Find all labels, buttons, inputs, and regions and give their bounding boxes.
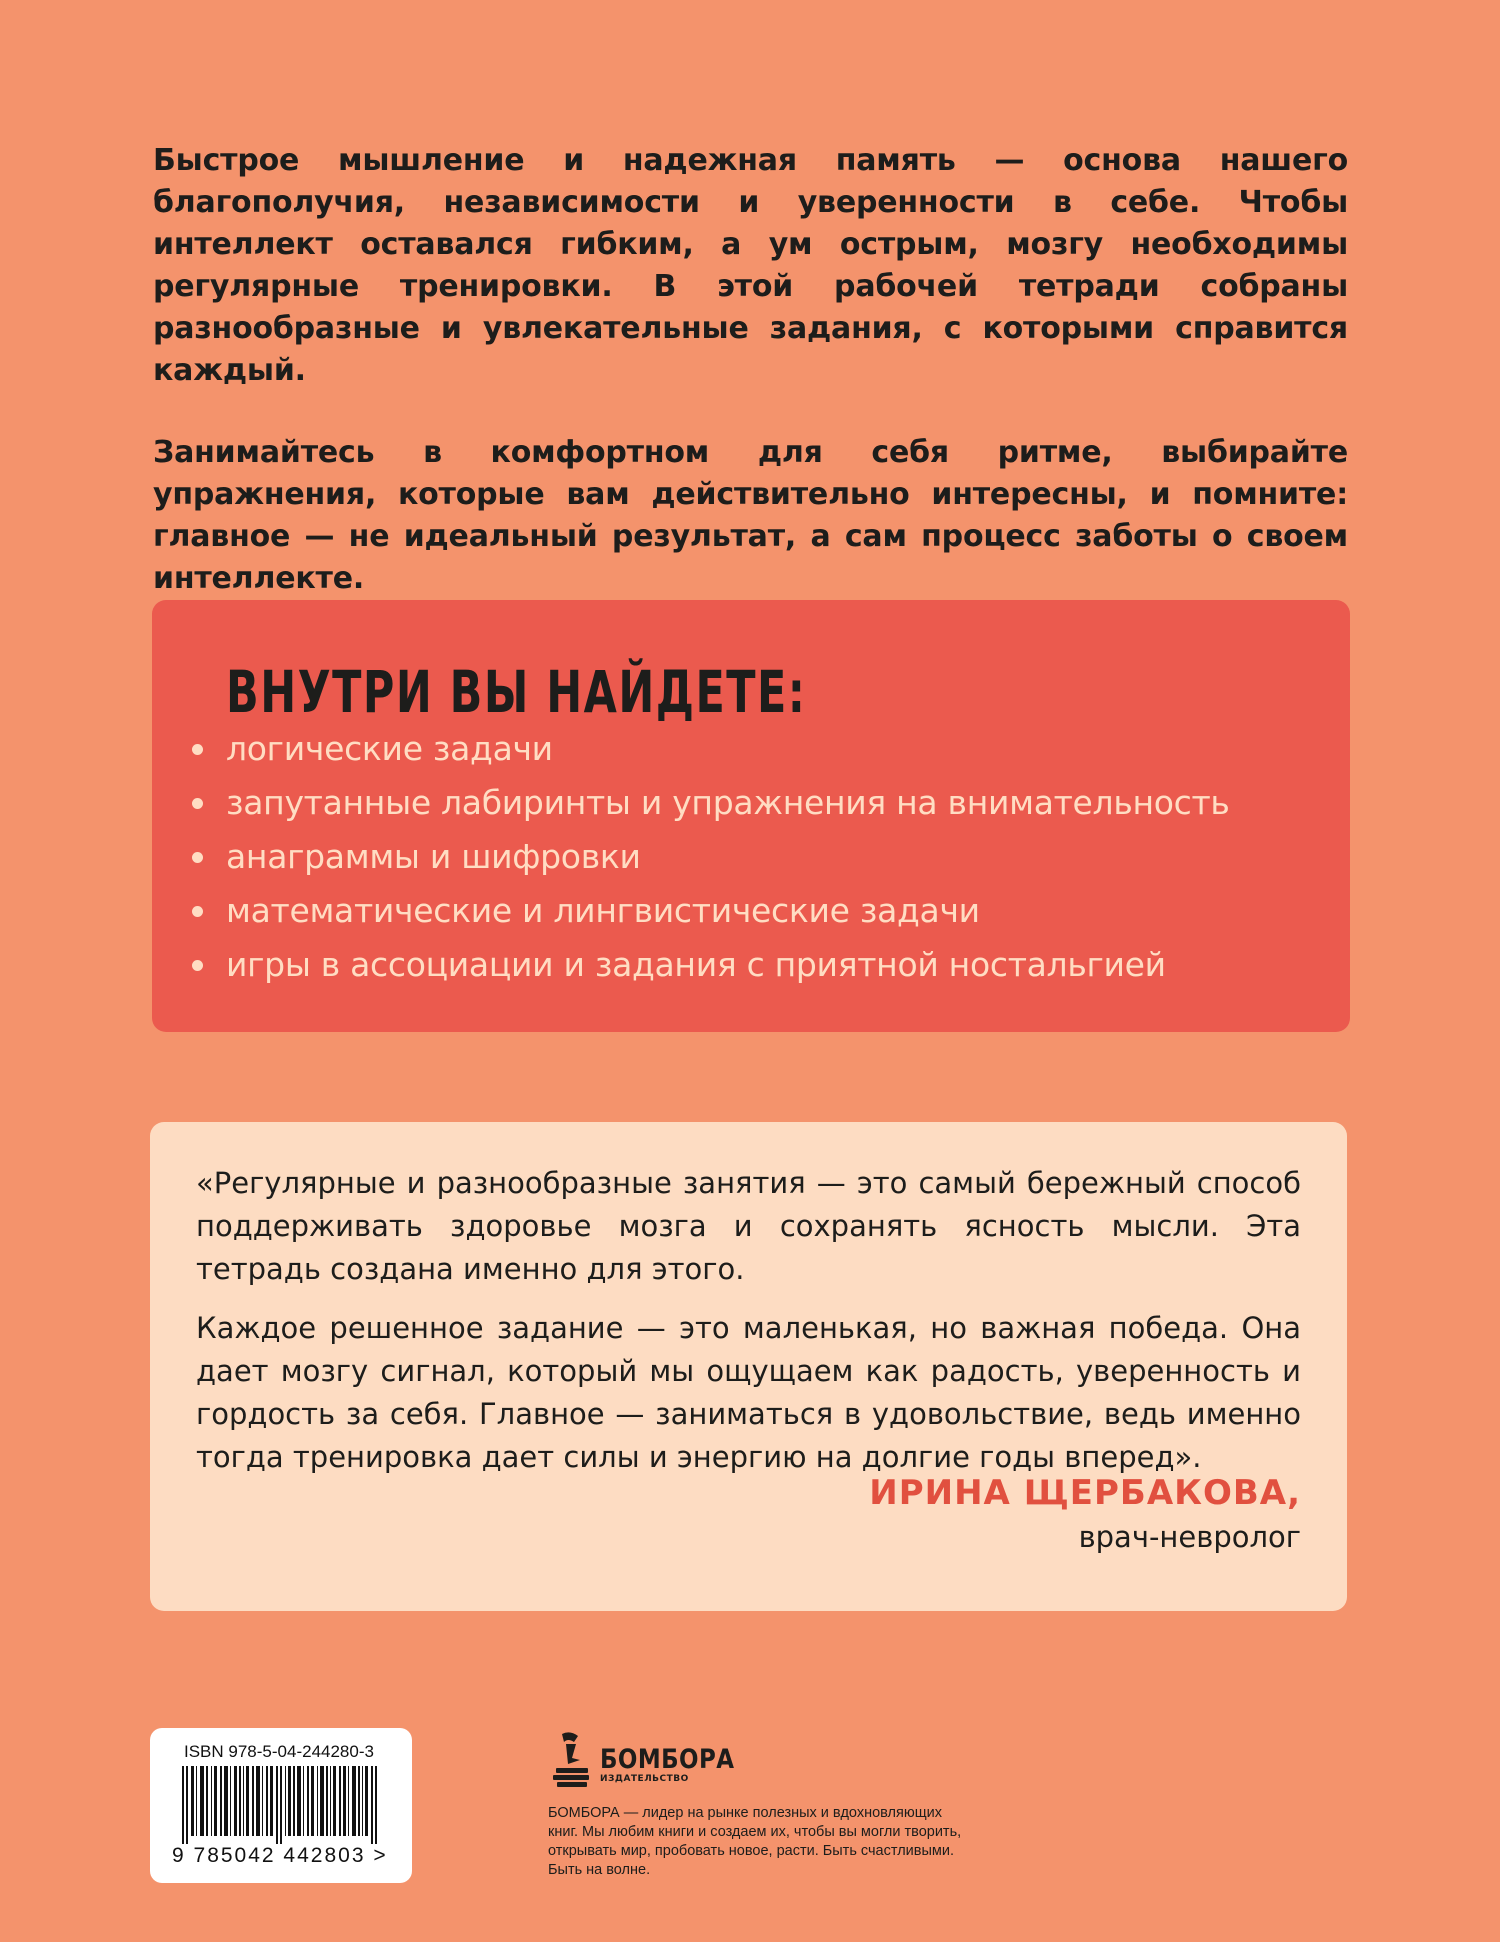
list-item: [226, 776, 1230, 830]
list-item: [226, 830, 1230, 884]
list-item-text: математические и лингвистические задачи: [226, 891, 980, 930]
bullet-icon: [192, 744, 203, 755]
intro-paragraph-1: Быстрое мышление и надежная память — основа нашего благополучия, независимости и уверенности в себе. Чтобы интеллект оставался гибким, а ум острым, мозгу необходимы регулярные тренировки. В этой рабочей тетради собраны разнообразные и увлекательные задания, с которыми справится каждый.: [153, 143, 1348, 388]
bullet-icon: [192, 960, 203, 971]
list-item: [226, 722, 1230, 776]
bullet-icon: [192, 798, 203, 809]
barcode-digits: 9 785042 442803 >: [172, 1844, 388, 1867]
barcode-icon: [182, 1766, 382, 1844]
list-item: [226, 938, 1230, 992]
author-name: ИРИНА ЩЕРБАКОВА,: [869, 1473, 1301, 1513]
quote-box: [150, 1122, 1347, 1611]
list-item-text: логические задачи: [226, 729, 553, 768]
intro-paragraph-2: Занимайтесь в комфортном для себя ритме, выбирайте упражнения, которые вам действительно интересны, и помните: главное — не идеальный результат, а сам процесс заботы о своем интеллекте.: [153, 435, 1348, 596]
list-item: [226, 884, 1230, 938]
publisher-logo: [548, 1730, 968, 1792]
list-item-text: анаграммы и шифровки: [226, 837, 641, 876]
quote-paragraph-1: «Регулярные и разнообразные занятия — это самый бережный способ поддерживать здоровье мозга и сохранять ясность мысли. Эта тетрадь создана именно для этого.: [196, 1166, 1301, 1286]
publisher-brand: БОМБОРА: [600, 1744, 735, 1775]
publisher-sub: ИЗДАТЕЛЬСТВО: [600, 1774, 689, 1784]
inside-heading: ВНУТРИ ВЫ НАЙДЕТЕ:: [226, 658, 807, 726]
publisher-block: [548, 1730, 968, 1880]
quote-text: [196, 1162, 1301, 1495]
inside-list: [226, 722, 1230, 992]
quote-paragraph-2: Каждое решенное задание — это маленькая, но важная победа. Она дает мозгу сигнал, который мы ощущаем как радость, уверенность и гордость за себя. Главное — заниматься в удовольствие, ведь именно тогда тренировка дает силы и энергию на долгие годы вперед».: [196, 1311, 1301, 1474]
inside-box: [152, 600, 1350, 1032]
bullet-icon: [192, 906, 203, 917]
intro-text: [153, 140, 1348, 640]
bombora-logo-icon: [548, 1730, 594, 1790]
publisher-description: БОМБОРА — лидер на рынке полезных и вдохновляющих книг. Мы любим книги и создаем их, чтобы вы могли творить, открывать мир, пробовать новое, расти. Быть счастливыми. Быть на волне.: [548, 1805, 962, 1878]
list-item-text: игры в ассоциации и задания с приятной ностальгией: [226, 945, 1166, 984]
quote-author: [869, 1470, 1301, 1558]
isbn-label: ISBN 978-5-04-244280-3: [184, 1742, 374, 1761]
isbn-barcode-block: [150, 1728, 412, 1883]
list-item-text: запутанные лабиринты и упражнения на внимательность: [226, 783, 1230, 822]
bullet-icon: [192, 852, 203, 863]
author-role: врач-невролог: [1078, 1520, 1301, 1554]
